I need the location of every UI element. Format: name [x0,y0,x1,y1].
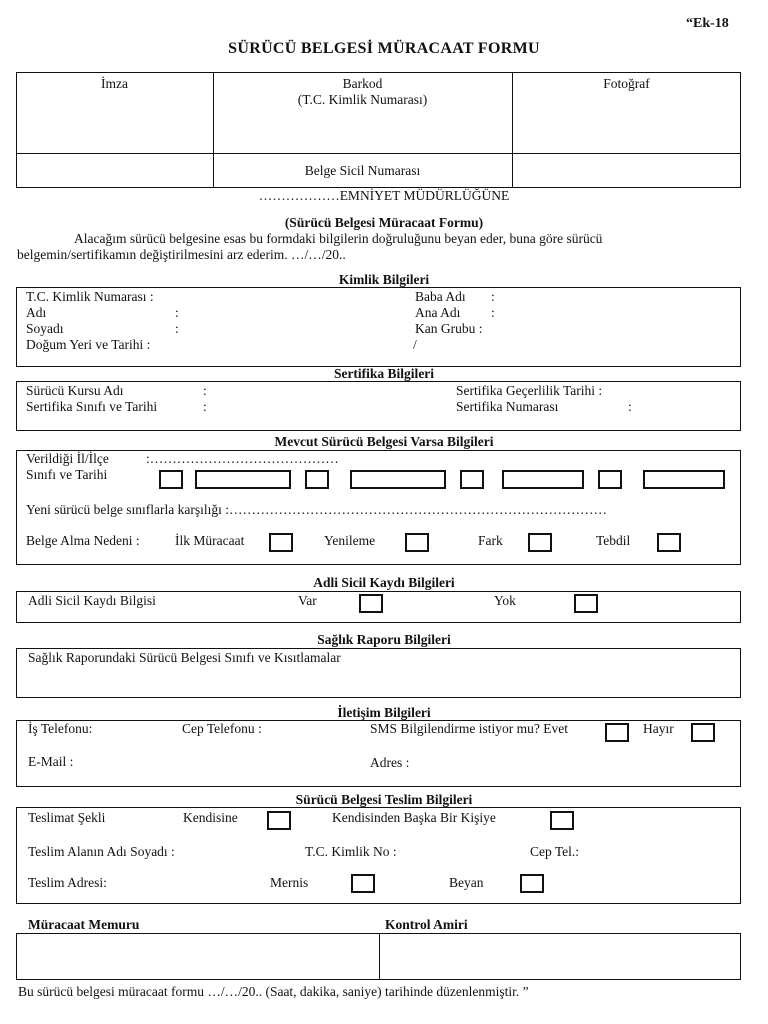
colon: : [491,289,495,304]
colon: : [628,399,632,414]
surname-label: Soyadı [26,321,64,336]
recipient-tc-label: T.C. Kimlik No : [305,844,397,859]
birth-place-date-label: Doğum Yeri ve Tarihi : [26,337,151,352]
class-checkbox-1[interactable] [159,470,183,489]
health-report-label: Sağlık Raporundaki Sürücü Belgesi Sınıfı ve Kısıtlamalar [28,650,341,665]
declared-checkbox[interactable] [520,874,544,893]
control-supervisor-label: Kontrol Amiri [385,917,468,932]
identity-heading: Kimlik Bilgileri [338,272,430,287]
existing-license-heading: Mevcut Sürücü Belgesi Varsa Bilgileri [274,434,494,449]
colon: : [203,383,207,398]
yes-label: Var [298,593,317,608]
first-application-label: İlk Müracaat [175,533,245,548]
renewal-label: Yenileme [324,533,376,548]
mobile-phone-label: Cep Telefonu : [182,721,262,736]
class-checkbox-4[interactable] [598,470,622,489]
sms-yes-checkbox[interactable] [605,723,629,742]
colon: : [491,305,495,320]
no-label: Yok [494,593,516,608]
barcode-sublabel: (T.C. Kimlik Numarası) [297,92,428,107]
name-label: Adı [26,305,47,320]
sms-question-label: SMS Bilgilendirme istiyor mu? Evet [370,721,568,736]
tc-number-label: T.C. Kimlik Numarası : [26,289,154,304]
divider [16,153,741,154]
form-subtitle: (Sürücü Belgesi Müracaat Formu) [284,215,484,230]
mernis-label: Mernis [270,875,309,890]
criminal-record-no-checkbox[interactable] [574,594,598,613]
issued-place-label: Verildiği İl/İlçe [26,451,109,466]
delivery-address-label: Teslim Adresi: [28,875,107,890]
exchange-checkbox[interactable] [657,533,681,552]
mother-name-label: Ana Adı [415,305,461,320]
work-phone-label: İş Telefonu: [28,721,93,736]
address-label: Adres : [370,755,410,770]
recipient-name-label: Teslim Alanın Adı Soyadı : [28,844,175,859]
declaration-line-2: belgemin/sertifikamın değiştirilmesini arz ederim. …/…/20.. [17,247,346,262]
certificate-validity-label: Sertifika Geçerlilik Tarihi : [456,383,603,398]
driving-school-label: Sürücü Kursu Adı [26,383,124,398]
issued-place-dots: :…………………………………… [146,451,339,466]
annex-label: “Ek-18 [686,16,729,31]
registry-number-label: Belge Sicil Numarası [304,163,421,178]
contact-heading: İletişim Bilgileri [337,705,431,720]
signature-label: İmza [101,76,128,91]
criminal-record-label: Adli Sicil Kaydı Bilgisi [28,593,156,608]
delivery-method-label: Teslimat Şekli [28,810,106,825]
mernis-checkbox[interactable] [351,874,375,893]
colon: : [175,305,179,320]
email-label: E-Mail : [28,754,74,769]
delivery-heading: Sürücü Belgesi Teslim Bilgileri [295,792,473,807]
class-date-field-1[interactable] [195,470,291,489]
class-date-field-2[interactable] [350,470,446,489]
sms-no-checkbox[interactable] [691,723,715,742]
certificate-number-label: Sertifika Numarası [456,399,559,414]
blood-type-label: Kan Grubu : [415,321,483,336]
father-name-label: Baba Adı [415,289,466,304]
self-checkbox[interactable] [267,811,291,830]
police-directorate: ………………EMNİYET MÜDÜRLÜĞÜNE [258,188,510,203]
class-date-field-3[interactable] [502,470,584,489]
class-checkbox-3[interactable] [460,470,484,489]
recipient-mobile-label: Cep Tel.: [530,844,580,859]
photo-label: Fotoğraf [603,76,650,91]
sms-no-label: Hayır [643,721,674,736]
renewal-checkbox[interactable] [405,533,429,552]
footer-note: Bu sürücü belgesi müracaat formu …/…/20.. (Saat, dakika, saniye) tarihinde düzenlenmiştir. ” [18,984,529,999]
class-checkbox-2[interactable] [305,470,329,489]
criminal-record-heading: Adli Sicil Kaydı Bilgileri [313,575,455,590]
application-officer-label: Müracaat Memuru [28,917,140,932]
acquisition-reason-label: Belge Alma Nedeni : [26,533,140,548]
difference-checkbox[interactable] [528,533,552,552]
exchange-label: Tebdil [596,533,631,548]
date-slash: / [413,337,417,352]
declaration-line-1: Alacağım sürücü belgesine esas bu formdaki bilgilerin doğruluğunu beyan eder, buna göre sürücü [74,231,603,246]
colon: : [175,321,179,336]
difference-label: Fark [478,533,503,548]
self-label: Kendisine [183,810,238,825]
certificate-heading: Sertifika Bilgileri [333,366,435,381]
health-report-heading: Sağlık Raporu Bilgileri [317,632,451,647]
criminal-record-yes-checkbox[interactable] [359,594,383,613]
class-date-label: Sınıfı ve Tarihi [26,467,108,482]
barcode-label: Barkod [342,76,383,91]
page-title: SÜRÜCÜ BELGESİ MÜRACAAT FORMU [228,40,540,57]
declared-label: Beyan [449,875,484,890]
certificate-class-date-label: Sertifika Sınıfı ve Tarihi [26,399,158,414]
other-person-label: Kendisinden Başka Bir Kişiye [332,810,496,825]
colon: : [203,399,207,414]
divider [379,933,380,980]
new-class-equivalent: Yeni sürücü belge sınıflarla karşılığı :………………………………………………………………………… [26,502,607,517]
first-application-checkbox[interactable] [269,533,293,552]
class-date-field-4[interactable] [643,470,725,489]
other-person-checkbox[interactable] [550,811,574,830]
